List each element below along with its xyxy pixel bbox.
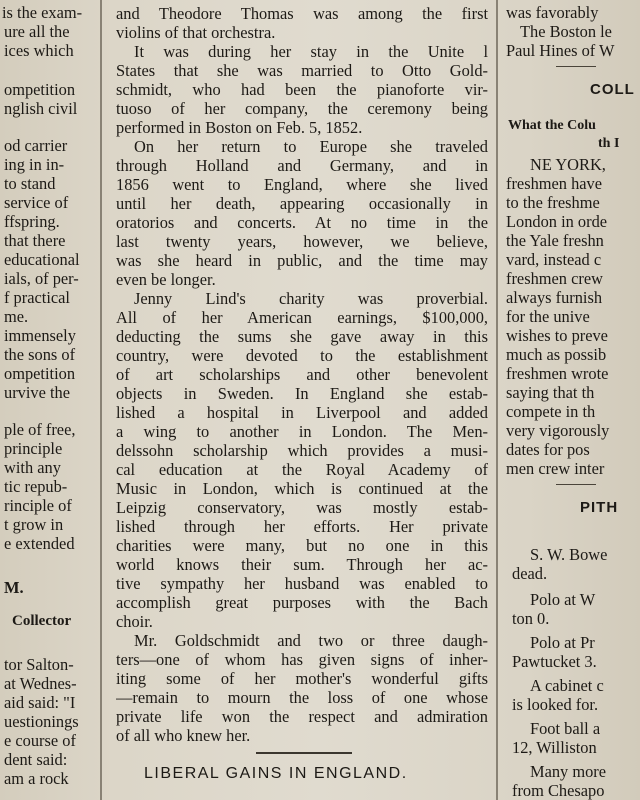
- left-line: od carrier: [4, 136, 68, 155]
- right-line: is looked for.: [512, 695, 599, 714]
- article-separator: [256, 752, 352, 754]
- left-line: immensely: [4, 326, 76, 345]
- right-line: Polo at W: [530, 590, 596, 609]
- article-line: Leipzig conservatory, was mostly estab-: [116, 498, 488, 517]
- right-line: NE YORK,: [530, 155, 606, 174]
- left-line: educational: [4, 250, 80, 269]
- left-line: M.: [4, 578, 24, 597]
- right-line: dead.: [512, 564, 548, 583]
- left-column: [0, 0, 96, 800]
- right-line: always furnish: [506, 288, 603, 307]
- left-line: rinciple of: [4, 496, 72, 515]
- right-section-heading: COLL: [590, 81, 635, 98]
- article-line: world knows their sum. Through her ac-: [116, 555, 488, 574]
- right-subheading: What the Colu: [508, 118, 596, 133]
- right-subheading: th I: [598, 136, 620, 151]
- left-line: tic repub-: [4, 477, 68, 496]
- article-line: All of her American earnings, $100,000,: [116, 308, 488, 327]
- article-line: of all who knew her.: [116, 726, 251, 745]
- right-line: Polo at Pr: [530, 633, 595, 652]
- right-line: from Chesapo: [512, 781, 605, 800]
- article-line: private life won the respect and admiration: [116, 707, 488, 726]
- left-line: ing in in-: [4, 155, 65, 174]
- left-line: the sons of: [4, 345, 76, 364]
- right-line: much as possib: [506, 345, 607, 364]
- article-line: was she heard in public, and the time may: [116, 251, 488, 270]
- article-line: Mr. Goldschmidt and two or three daugh-: [134, 631, 488, 650]
- right-column: [506, 0, 640, 800]
- left-line: e extended: [4, 534, 75, 553]
- left-line: t grow in: [4, 515, 64, 534]
- headline: LIBERAL GAINS IN ENGLAND.: [144, 765, 408, 782]
- article-line: lished a hospital in Liverpool and added: [116, 403, 488, 422]
- right-rule: [556, 484, 596, 485]
- article-line: performed in Boston on Feb. 5, 1852.: [116, 118, 363, 137]
- right-line: men crew inter: [506, 459, 605, 478]
- article-line: last twenty years, however, we believe,: [116, 232, 488, 251]
- right-line: The Boston le: [520, 22, 612, 41]
- left-line: ials, of per-: [4, 269, 79, 288]
- right-section-heading: PITH: [580, 499, 619, 516]
- left-line: me.: [4, 307, 29, 326]
- article-line: of art scholarships and other benevolent: [116, 365, 488, 384]
- left-line: that there: [4, 231, 66, 250]
- right-line: ton 0.: [512, 609, 550, 628]
- article-line: 1856 went to England, where she lived: [116, 175, 488, 194]
- article-line: objects in Sweden. In England she estab-: [116, 384, 488, 403]
- article-line: iting some of her mother's wonderful gifts: [116, 669, 488, 688]
- right-line: London in orde: [506, 212, 608, 231]
- article-line: violins of that orchestra.: [116, 23, 276, 42]
- article-line: delssohn scholarship which provides a musi-: [116, 441, 488, 460]
- right-rule: [556, 66, 596, 67]
- right-line: freshmen wrote: [506, 364, 609, 383]
- left-line: aid said: "I: [4, 693, 76, 712]
- left-line: at Wednes-: [4, 674, 77, 693]
- left-line: am a rock: [4, 769, 69, 788]
- right-line: Pawtucket 3.: [512, 652, 597, 671]
- left-line: ure all the: [4, 22, 70, 41]
- article-line: even be longer.: [116, 270, 216, 289]
- article-line: Music in London, which is continued at the: [116, 479, 488, 498]
- right-line: freshmen crew: [506, 269, 603, 288]
- article-column: [116, 0, 492, 800]
- article-line: accomplish great purposes with the Bach: [116, 593, 488, 612]
- right-line: to the freshme: [506, 193, 600, 212]
- right-line: 12, Williston: [512, 738, 597, 757]
- article-line: tuoso of her company, the ceremony being: [116, 99, 488, 118]
- article-line: tive sympathy her husband was enabled to: [116, 574, 488, 593]
- left-line: uestionings: [4, 712, 79, 731]
- article-line: oratorios and concerts. At no time in the: [116, 213, 488, 232]
- article-line: charities were many, but no one in this: [116, 536, 488, 555]
- article-line: until her death, appearing occasionally in: [116, 194, 488, 213]
- left-line: with any: [4, 458, 61, 477]
- right-line: for the unive: [506, 307, 590, 326]
- article-line: schmidt, who had been the pianoforte vir-: [116, 80, 488, 99]
- right-line: compete in th: [506, 402, 596, 421]
- left-line: nglish civil: [4, 99, 78, 118]
- article-line: a wing to another in London. The Men-: [116, 422, 488, 441]
- right-line: saying that th: [506, 383, 595, 402]
- column-rule-right: [496, 0, 498, 800]
- right-line: freshmen have: [506, 174, 603, 193]
- article-line: —remain to mourn the loss of one whose: [116, 688, 488, 707]
- right-line: Foot ball a: [530, 719, 601, 738]
- left-line: ffspring.: [4, 212, 60, 231]
- left-line: ompetition: [4, 364, 76, 383]
- article-line: deducting the sums she gave away in this: [116, 327, 488, 346]
- right-line: S. W. Bowe: [530, 545, 608, 564]
- right-line: very vigorously: [506, 421, 610, 440]
- left-line: e course of: [4, 731, 76, 750]
- article-line: On her return to Europe she traveled: [134, 137, 488, 156]
- right-line: the Yale freshn: [506, 231, 604, 250]
- left-line: principle: [4, 439, 63, 458]
- right-line: Many more: [530, 762, 607, 781]
- left-line: urvive the: [4, 383, 70, 402]
- article-line: States that she was married to Otto Gold-: [116, 61, 488, 80]
- left-line: f practical: [4, 288, 70, 307]
- right-line: vard, instead c: [506, 250, 602, 269]
- right-line: wishes to preve: [506, 326, 608, 345]
- article-line: country, were devoted to the establishment: [116, 346, 488, 365]
- left-line: tor Salton-: [4, 655, 74, 674]
- right-line: Paul Hines of W: [506, 41, 615, 60]
- right-line: A cabinet c: [530, 676, 604, 695]
- left-line: to stand: [4, 174, 56, 193]
- right-line: was favorably: [506, 3, 599, 22]
- article-line: Jenny Lind's charity was proverbial.: [134, 289, 488, 308]
- left-section-heading: Collector: [12, 613, 72, 629]
- left-line: ompetition: [4, 80, 76, 99]
- article-line: and Theodore Thomas was among the first: [116, 4, 488, 23]
- column-rule-left: [100, 0, 102, 800]
- article-line: choir.: [116, 612, 153, 631]
- right-line: dates for pos: [506, 440, 590, 459]
- left-line: dent said:: [4, 750, 68, 769]
- article-line: lished through her efforts. Her private: [116, 517, 488, 536]
- article-line: through Holland and Germany, and in: [116, 156, 488, 175]
- article-line: It was during her stay in the Unite l: [134, 42, 488, 61]
- left-line: is the exam-: [2, 3, 83, 22]
- left-line: service of: [4, 193, 69, 212]
- article-line: cal education at the Royal Academy of: [116, 460, 488, 479]
- article-line: ters—one of whom has given signs of inher-: [116, 650, 488, 669]
- left-line: ices which: [4, 41, 74, 60]
- left-line: ple of free,: [4, 420, 76, 439]
